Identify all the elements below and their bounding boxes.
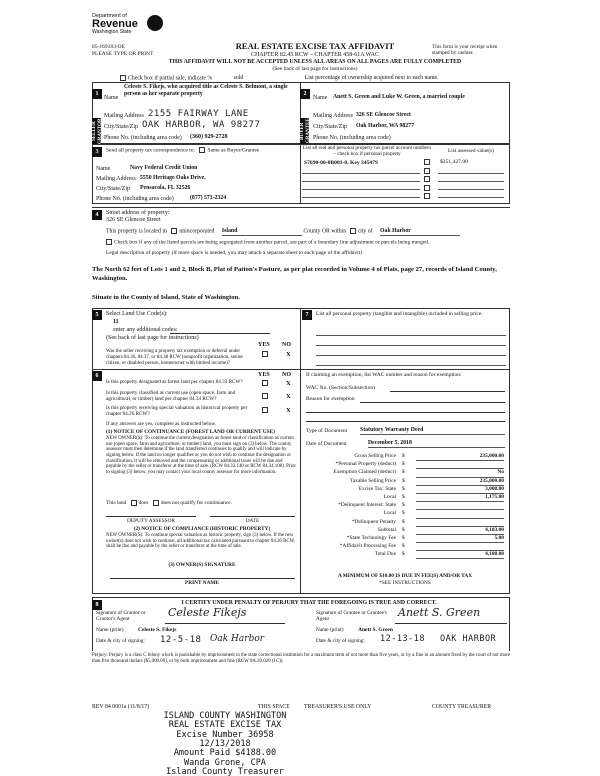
- section-2-number: 2: [300, 89, 310, 99]
- seller-city[interactable]: OAK HARBOR, WA 98277: [142, 120, 261, 130]
- buyer-city[interactable]: Oak Harbor, WA 98277: [356, 123, 414, 129]
- grantor-sig-label: Signature of Grantor or Grantor's Agent: [96, 610, 146, 623]
- tax-row: *State Technology Fee $ 5.00: [306, 535, 506, 543]
- grantor-name-label: Name (print): [96, 627, 124, 633]
- stamp-line: Excise Number 36958: [176, 729, 274, 740]
- logo-name: Revenue: [92, 18, 138, 31]
- land-use-see-back: (See back of last page for instructions): [106, 335, 199, 341]
- dor-logo: [92, 13, 164, 41]
- seller-mailing[interactable]: 2155 FAIRWAY LANE: [148, 109, 249, 119]
- deputy-assessor-label: DEPUTY ASSESSOR: [127, 518, 175, 524]
- tax-row-label: Local: [383, 493, 396, 500]
- section-4-number: 4: [92, 210, 102, 220]
- assessed-value[interactable]: $251,427.00: [440, 159, 468, 165]
- grantee-signature[interactable]: Anett S. Green: [398, 606, 481, 619]
- s3-name[interactable]: Navy Federal Credit Union: [130, 165, 198, 171]
- s3-mailing[interactable]: 5550 Heritage Oaks Drive,: [140, 175, 206, 181]
- print-note: PLEASE TYPE OR PRINT: [92, 51, 154, 57]
- tax-row-label: Total Due: [374, 551, 396, 558]
- tax-table: [306, 453, 506, 559]
- section-6-number: 6: [92, 371, 102, 381]
- seller-phone-label: Phone No. (including area code): [104, 135, 182, 141]
- seller-mailing-label: Mailing Address: [104, 113, 144, 119]
- tax-row-value[interactable]: [416, 510, 504, 518]
- section-7-number: 7: [302, 310, 312, 320]
- tax-row-label: *Delinquent Interest: State: [338, 502, 396, 509]
- page-title: REAL ESTATE EXCISE TAX AFFIDAVIT: [235, 41, 395, 51]
- stamp-line: ISLAND COUNTY WASHINGTON: [163, 711, 287, 721]
- receipt-note: This form is your receipt when stamped by cashier.: [432, 44, 498, 57]
- current-use-no-mark[interactable]: X: [286, 393, 291, 400]
- street-label: Street address of property:: [106, 210, 170, 216]
- tax-row-value[interactable]: [416, 519, 504, 527]
- wac-input[interactable]: [390, 391, 505, 392]
- wac-label: WAC No. (Section/Subsection): [306, 385, 375, 391]
- county-treasurer-label: COUNTY TREASURER: [432, 704, 492, 710]
- city-of-label: city of: [357, 228, 373, 235]
- tax-row: Total Due $ 4,188.00: [306, 551, 506, 559]
- seller-name[interactable]: Celeste S. Fikejs, who acquired title as Celeste S. Belmont, a single person as her separate property: [124, 84, 288, 97]
- buyer-phone-label: Phone No. (including area code): [313, 135, 391, 141]
- tax-row-label: Exemption Claimed (deduct): [333, 469, 396, 476]
- grantee-date[interactable]: 12-13-18: [380, 634, 425, 644]
- historic-no-mark[interactable]: X: [286, 407, 291, 414]
- tax-row-value[interactable]: No: [416, 469, 504, 477]
- form-number: 85-169183-OE: [92, 44, 125, 50]
- tax-row-label: *Delinquent Penalty: [351, 518, 396, 525]
- tax-row-value[interactable]: 4,183.00: [416, 527, 504, 535]
- tax-row: Excise Tax: State $ 3,008.00: [306, 486, 506, 494]
- section-3-number: 3: [92, 147, 102, 157]
- grantee-name-label: Name (print): [316, 627, 344, 633]
- parcel-header: List all real and personal property tax parcel account numbers – check box if personal property: [302, 145, 432, 157]
- additional-codes-label: enter any additional codes:: [113, 327, 178, 333]
- see-back-line: (See back of last page for instructions): [272, 66, 358, 72]
- county-value[interactable]: Island: [222, 228, 302, 236]
- does-checkbox[interactable]: [131, 500, 137, 506]
- tax-row-label: Local: [383, 510, 396, 517]
- seller-city-label: City/State/Zip: [104, 124, 138, 130]
- tax-row-label: *Affidavit Processing Fee: [339, 543, 396, 550]
- tax-row: Taxable Selling Price $ 235,000.00: [306, 478, 506, 486]
- treasurer-use-label: TREASURER'S USE ONLY: [304, 704, 372, 710]
- s3-city-label: City/State/Zip: [96, 186, 130, 192]
- tax-row-value[interactable]: 3,008.00: [416, 486, 504, 494]
- notice2-title: (2) NOTICE OF COMPLIANCE (HISTORIC PROPERTY): [133, 526, 271, 532]
- personal-property-checkbox[interactable]: [424, 193, 430, 199]
- section-5-number: 5: [92, 310, 102, 320]
- tax-row-label: Subtotal: [378, 526, 396, 533]
- tax-row-value[interactable]: 4,188.00: [416, 551, 504, 559]
- stamp-line: Island County Treasurer: [166, 767, 284, 776]
- personal-property-checkbox[interactable]: [424, 159, 430, 165]
- assessed-lines: [438, 166, 504, 198]
- warning-line: THIS AFFIDAVIT WILL NOT BE ACCEPTED UNLESS ALL AREAS ON ALL PAGES ARE FULLY COMPLETED: [168, 59, 462, 65]
- s3-city[interactable]: Pensacola, FL 32526: [140, 185, 191, 191]
- tax-row: *Delinquent Interest: State $: [306, 502, 506, 510]
- grantee-sig-label: Signature of Grantee or Grantee's Agent: [316, 610, 387, 623]
- stamp-line: REAL ESTATE EXCISE TAX: [168, 720, 282, 731]
- buyer-city-label: City/State/Zip: [313, 124, 347, 130]
- stamp-line: Amount Paid $4188.00: [173, 748, 277, 759]
- tax-row-value[interactable]: [416, 461, 504, 469]
- does-not-label: does not qualify for continuance.: [160, 500, 232, 507]
- seller-tab: SELLER GRANTOR: [92, 118, 103, 144]
- grantee-date-label: Date & city of signing:: [316, 638, 365, 644]
- exempt-question: Was the seller receiving a property tax exemption or deferral under chapters 84.36, 84.37, or 84.38 RCW (nonprofit organization, senior citizen, or disabled person, homeowner with limited income)?: [106, 349, 244, 366]
- exemption-label: If claiming an exemption, list WAC number and reason for exemption:: [306, 372, 462, 378]
- grantee-city[interactable]: OAK HARBOR: [440, 634, 497, 644]
- grantor-name[interactable]: Celeste S. Fikejs: [138, 627, 177, 633]
- grantor-date-label: Date & city of signing:: [96, 638, 145, 644]
- certify-line: I CERTIFY UNDER PENALTY OF PERJURY THAT THE FOREGOING IS TRUE AND CORRECT.: [181, 600, 437, 606]
- ownership-label: List percentage of ownership acquired next to each name.: [304, 75, 439, 82]
- s6-no-header: NO: [282, 372, 291, 378]
- location-row: [106, 228, 506, 236]
- tax-row-label: *State Technology Fee: [346, 534, 396, 541]
- segregated-row: [106, 239, 506, 246]
- land-use-label: Select Land Use Code(s):: [106, 311, 168, 317]
- section-1-number: 1: [92, 89, 102, 99]
- city-value[interactable]: Oak Harbor: [380, 228, 460, 236]
- current-use-yes-checkbox[interactable]: [262, 393, 270, 400]
- street-value[interactable]: 326 SE Glencoe Street: [106, 217, 161, 223]
- historic-question: Is this property receiving special valuation as historical property per chapter 84.26 RCW?: [106, 405, 248, 417]
- located-label: This property is located in: [106, 228, 167, 235]
- see-instructions-note: *SEE INSTRUCTIONS: [379, 580, 431, 586]
- correspondence-label: Send all property tax correspondence to:: [106, 147, 196, 154]
- buyer-name-label: Name: [313, 95, 328, 101]
- county-label: County OR within: [303, 228, 347, 235]
- stamp-line: Wanda Grone, CPA: [184, 757, 266, 768]
- tax-row-value[interactable]: 1,175.00: [416, 494, 504, 502]
- tax-row-value[interactable]: 5.00: [416, 535, 504, 543]
- chapter-line: CHAPTER 82.45 RCW – CHAPTER 458-61A WAC: [251, 52, 379, 58]
- tax-row-value[interactable]: 235,000.00: [416, 478, 504, 486]
- owner-signature-label: (3) OWNER(S) SIGNATURE: [168, 562, 236, 568]
- sold-label: sold: [233, 75, 244, 82]
- tax-row: Local $: [306, 510, 506, 518]
- this-space-label: THIS SPACE: [258, 704, 290, 710]
- tax-row: Exemption Claimed (deduct) $ No: [306, 469, 506, 477]
- partial-sale-checkbox[interactable]: [120, 75, 126, 81]
- same-as-buyer-label: Same as Buyer/Grantee: [207, 147, 260, 154]
- perjury-note: Perjury: Perjury is a class C felony which is punishable by imprisonment in the state correctional institution for a maximum term of not more than five years, or by a fine in an amount fixed by the court of not more than five thousand dollars ($5,000.00), or by both imprisonment and fine (RCW 9A.20.020 (1C)).: [92, 653, 510, 664]
- treasurer-stamp: [140, 712, 310, 776]
- tax-row: *Delinquent Penalty $: [306, 519, 506, 527]
- tax-row-label: Taxable Selling Price: [349, 477, 396, 484]
- legal-description[interactable]: The North 62 feet of Lots 1 and 2, Block B, Plat of Patton's Pasture, as per plat recorded in Volume 4 of Plats, page 27, records of Island County, Washington.: [92, 266, 497, 282]
- logo-emblem-icon: [147, 15, 163, 31]
- notice1-title: (1) NOTICE OF CONTINUANCE (FOREST LAND OR CURRENT USE): [106, 429, 275, 435]
- continuance-row: [106, 500, 232, 506]
- segregated-label: Check box if any of the listed parcels are being segregated from another parcel, are part of a boundary line adjustment or parcels being merged.: [114, 239, 430, 246]
- s3-name-label: Name: [96, 166, 111, 172]
- s3-phone-label: Phone No. (including area code): [96, 196, 174, 202]
- land-use-value[interactable]: 11: [113, 319, 119, 325]
- tax-row-label: Gross Selling Price: [354, 453, 396, 459]
- exempt-no-mark[interactable]: X: [286, 351, 291, 358]
- yes-header: YES: [258, 342, 270, 348]
- unincorporated-label: unincorporated: [179, 228, 215, 235]
- tax-row: *Affidavit Processing Fee $: [306, 543, 506, 551]
- buyer-tab: BUYER GRANTEE: [300, 118, 311, 144]
- tax-row-label: *Personal Property (deduct): [335, 461, 396, 468]
- tax-row: Gross Selling Price $ 235,000.00: [306, 453, 506, 461]
- s6-yes-header: YES: [258, 372, 270, 378]
- grantor-city[interactable]: Oak Harbor: [210, 634, 265, 644]
- no-header: NO: [282, 342, 291, 348]
- date-label: DATE: [245, 518, 260, 524]
- forest-question: Is this property designated as forest land per chapter 84.33 RCW?: [106, 379, 243, 385]
- tax-row: *Personal Property (deduct) $: [306, 461, 506, 469]
- rev-number: REV 84 0001a (11/8/17): [92, 704, 150, 710]
- doc-type-value[interactable]: Statutory Warranty Deed: [360, 427, 505, 435]
- tax-row-value[interactable]: 235,000.00: [416, 453, 504, 461]
- logo-state: Washington State: [92, 29, 132, 36]
- personal-property-label: List all personal property (tangible and intangible) included in selling price.: [316, 311, 483, 317]
- buyer-name[interactable]: Anett S. Green and Luke W. Green, a married couple: [333, 94, 465, 100]
- tax-row-label: Excise Tax: State: [358, 485, 396, 492]
- seller-phone[interactable]: (360) 929-2728: [190, 134, 228, 140]
- exempt-yes-checkbox[interactable]: [262, 351, 270, 358]
- forest-yes-checkbox[interactable]: [262, 380, 270, 387]
- logo-dept: Department of: [92, 13, 127, 19]
- this-land-label: This land: [106, 500, 127, 507]
- section-8-number: 8: [92, 600, 102, 610]
- grantee-name[interactable]: Anett S. Green: [358, 627, 393, 633]
- doc-type-label: Type of Document: [306, 428, 348, 434]
- partial-sale-row: [120, 75, 510, 82]
- buyer-mailing[interactable]: 326 SE Glencoe Street: [356, 112, 411, 118]
- same-as-buyer-checkbox[interactable]: [199, 147, 205, 153]
- correspondence-row: [106, 147, 259, 154]
- owner-signature-line[interactable]: [110, 578, 295, 579]
- tax-row: Local $ 1,175.00: [306, 494, 506, 502]
- personal-property-checkbox[interactable]: [424, 185, 430, 191]
- does-label: does: [138, 500, 149, 507]
- parcel-number[interactable]: S7690-00-0B001-0, Key 345479: [304, 160, 378, 166]
- tax-row-value[interactable]: [416, 543, 504, 551]
- personal-property-lines: [316, 326, 506, 366]
- notice2-text: NEW OWNER(S): To continue special valuation as historic property, sign (3) below. If the new owner(s) does not wish to continue, all additional tax calculated pursuant to chapter 84.26 RCW, shall be due and payable by the seller or transferor at the time of sale.: [106, 533, 296, 550]
- grantor-signature[interactable]: Celeste Fikejs: [168, 606, 247, 619]
- historic-yes-checkbox[interactable]: [262, 407, 270, 414]
- grantor-date[interactable]: 12-5-18: [160, 635, 202, 645]
- current-use-question: Is this property classified as current use (open space, farm and agricultural, or timber) land per chapter 84.34 RCW?: [106, 390, 236, 402]
- partial-sale-label: Check box if partial sale, indicate %: [128, 75, 213, 82]
- assessed-header: List assessed value(s): [448, 148, 494, 154]
- print-name-label: PRINT NAME: [185, 580, 219, 586]
- reason-input[interactable]: [360, 402, 505, 403]
- tax-row-value[interactable]: [416, 502, 504, 510]
- situate-line[interactable]: Situate in the County of Island, State of Washington.: [92, 294, 240, 301]
- notice1-text: NEW OWNER(S): To continue the current designation as forest land or classification as current use (open space, farm and agriculture, or timber) land, you must sign on (3) below. The county assessor must then determine if the land transferred continues to qualify and will indicate by signing below. If the land no longer qualifies or you do not wish to continue the designation or classification, it will be removed and the compensating or additional taxes will be due and payable by the seller or transferor at the time of sale. (RCW 84.33.140 or RCW 84.34.108). Prior to signing (3) below, you may contact your local county assessor for more information.: [106, 436, 296, 476]
- minimum-due-note: A MINIMUM OF $10.00 IS DUE IN FEE(S) AND/OR TAX: [337, 573, 473, 579]
- segregated-checkbox[interactable]: [106, 239, 112, 245]
- does-not-checkbox[interactable]: [153, 500, 159, 506]
- s3-phone[interactable]: (877) 573-2324: [190, 195, 227, 201]
- s3-mailing-label: Mailing Address: [96, 176, 136, 182]
- personal-property-checkbox[interactable]: [424, 168, 430, 174]
- seller-name-label: Name: [104, 95, 119, 101]
- reason-label: Reason for exemption: [306, 396, 355, 402]
- unincorporated-checkbox[interactable]: [171, 228, 177, 234]
- forest-no-mark[interactable]: X: [286, 380, 291, 387]
- city-checkbox[interactable]: [350, 228, 356, 234]
- doc-date-value[interactable]: December 5, 2018: [368, 440, 505, 448]
- tax-row: Subtotal $ 4,183.00: [306, 527, 506, 535]
- legal-label: Legal description of property (if more space is needed, you may attach a separate sheet to each page of the affidavit): [106, 250, 362, 256]
- any-yes-note: If any answers are yes, complete as instructed below.: [106, 421, 217, 427]
- personal-property-checkbox[interactable]: [424, 176, 430, 182]
- stamp-line: 12/13/2018: [199, 739, 251, 750]
- parcel-checkboxes: [424, 159, 432, 202]
- buyer-mailing-label: Mailing Address: [313, 113, 353, 119]
- doc-date-label: Date of Document: [306, 441, 347, 447]
